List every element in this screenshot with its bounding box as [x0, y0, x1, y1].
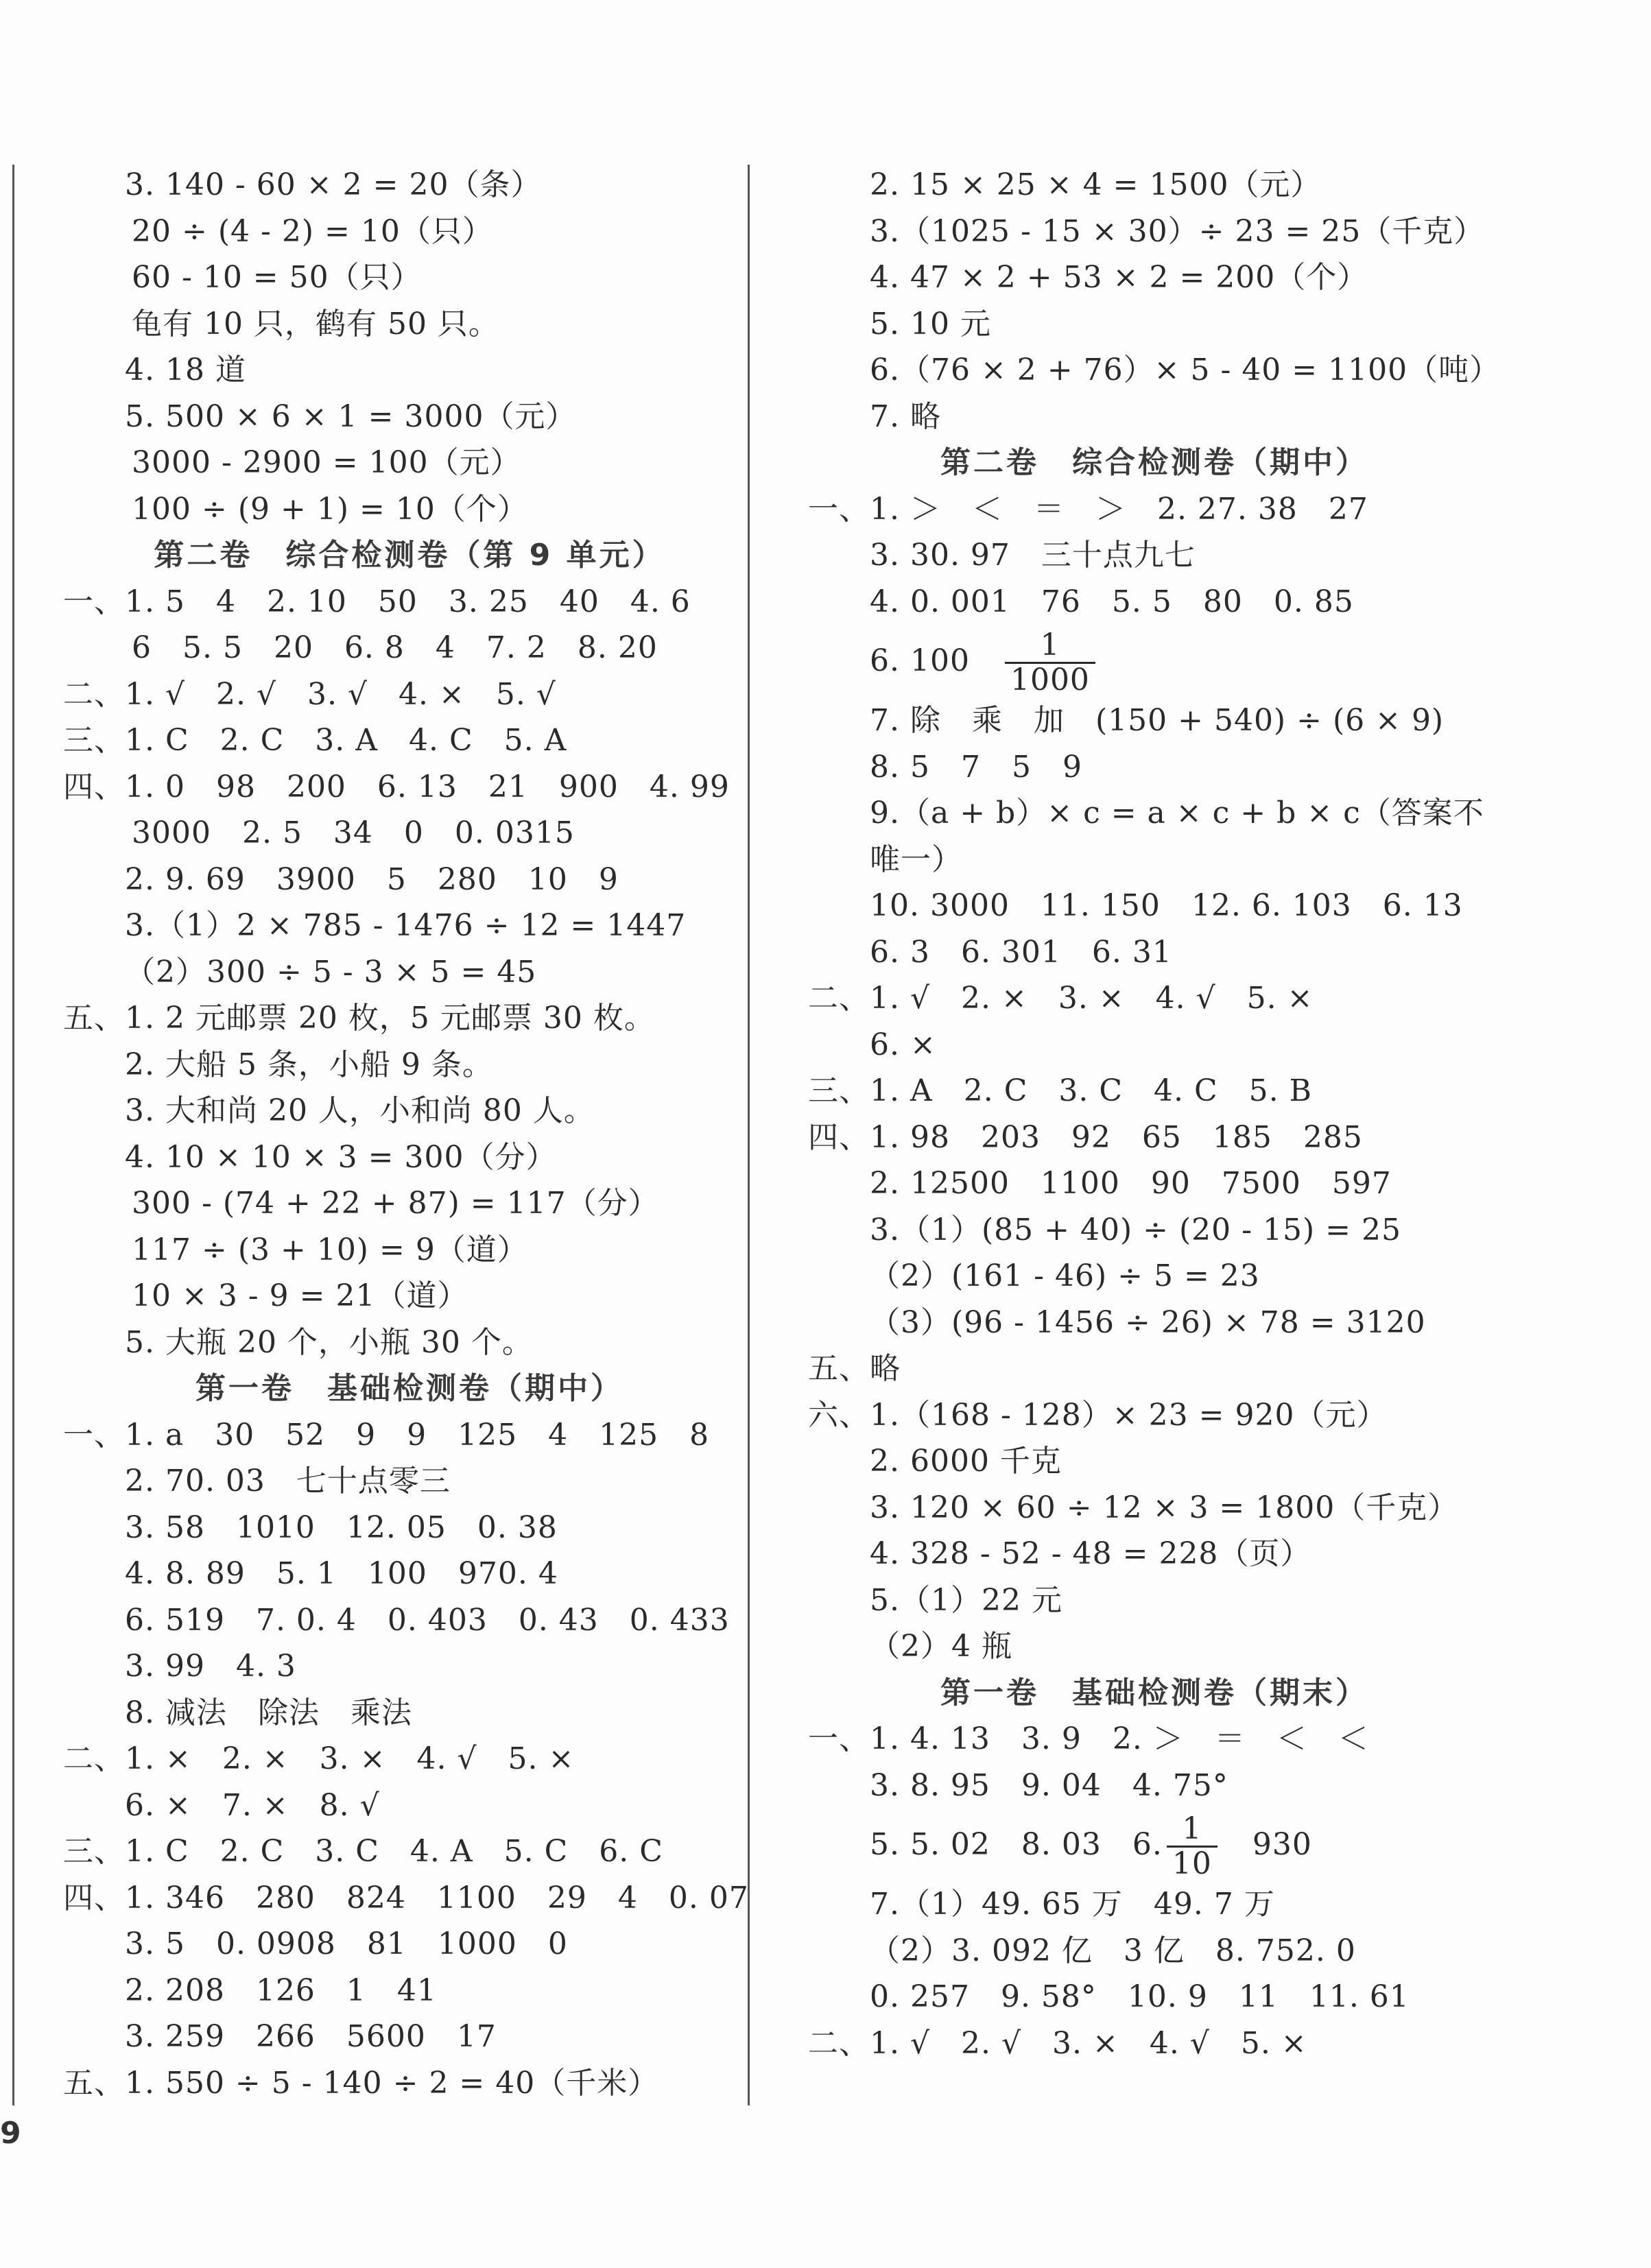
answer-line: 7. 除 乘 加 (150 + 540) ÷ (6 × 9): [870, 703, 1445, 738]
answer-line: 四、1. 0 98 200 6. 13 21 900 4. 99: [63, 769, 730, 804]
answer-line: 4. 8. 89 5. 1 100 970. 4: [125, 1556, 558, 1591]
answer-line: 10. 3000 11. 150 12. 6. 103 6. 13: [870, 888, 1463, 923]
answer-line: 6 5. 5 20 6. 8 4 7. 2 8. 20: [132, 630, 658, 665]
fraction-numerator: 1: [1167, 1813, 1218, 1848]
answer-line: 2. 9. 69 3900 5 280 10 9: [125, 861, 619, 897]
answer-line: 5.（1）22 元: [870, 1582, 1062, 1618]
answer-text: 6. 100: [870, 643, 970, 678]
answer-line: 四、1. 346 280 824 1100 29 4 0. 07: [63, 1880, 749, 1915]
fraction-denominator: 10: [1172, 1846, 1212, 1881]
answer-line: 3000 2. 5 34 0 0. 0315: [132, 815, 575, 850]
answer-line: 一、1. ＞ ＜ ＝ ＞ 2. 27. 38 27: [808, 491, 1368, 527]
answer-line: （2）4 瓶: [870, 1629, 1012, 1664]
answer-text: 5. 5. 02 8. 03 6.: [870, 1827, 1163, 1862]
answer-line: 0. 257 9. 58° 10. 9 11 11. 61: [870, 1979, 1410, 2014]
answer-line: 3.（1025 - 15 × 30）÷ 23 = 25（千克）: [870, 213, 1485, 249]
right-column: [808, 162, 1501, 2066]
answer-line: 五、1. 2 元邮票 20 枚，5 元邮票 30 枚。: [63, 1001, 655, 1036]
answer-line: 5. 10 元: [870, 306, 991, 342]
answer-line: 3. 58 1010 12. 05 0. 38: [125, 1509, 558, 1545]
answer-line: 6.（76 × 2 + 76）× 5 - 40 = 1100（吨）: [870, 353, 1501, 387]
answer-line: 5. 大瓶 20 个，小瓶 30 个。: [125, 1324, 533, 1360]
answer-line: 唯一）: [870, 841, 962, 877]
fraction: [1167, 1813, 1218, 1881]
answer-line: 3000 - 2900 = 100（元）: [132, 445, 521, 480]
answer-line: 117 ÷ (3 + 10) = 9（道）: [132, 1232, 528, 1267]
answer-line: 一、1. a 30 52 9 9 125 4 125 8: [63, 1417, 710, 1453]
answer-line: 6. × 7. × 8. √: [125, 1787, 380, 1823]
answer-line: （2）3. 092 亿 3 亿 8. 752. 0: [870, 1933, 1356, 1968]
answer-line-with-fraction: [808, 1809, 1501, 1881]
answer-line: 2. 15 × 25 × 4 = 1500（元）: [870, 167, 1322, 202]
answer-line: 三、1. A 2. C 3. C 4. C 5. B: [808, 1073, 1312, 1108]
answer-line: 五、1. 550 ÷ 5 - 140 ÷ 2 = 40（千米）: [63, 2065, 659, 2101]
fraction-denominator: 1000: [1010, 663, 1090, 697]
answer-line: 一、1. 5 4 2. 10 50 3. 25 40 4. 6: [63, 584, 691, 619]
answer-text: 930: [1252, 1827, 1312, 1862]
answer-line-with-fraction: [808, 625, 1501, 697]
answer-line: 9.（a + b）× c = a × c + b × c（答案不: [870, 796, 1484, 831]
answer-line: 7.（1）49. 65 万 49. 7 万: [870, 1887, 1275, 1922]
answer-line: 4. 0. 001 76 5. 5 80 0. 85: [870, 584, 1354, 619]
answer-line: 3. 120 × 60 ÷ 12 × 3 = 1800（千克）: [870, 1490, 1459, 1525]
answer-line: 2. 12500 1100 90 7500 597: [870, 1166, 1392, 1201]
fraction: [1005, 629, 1095, 697]
answer-line: 2. 大船 5 条，小船 9 条。: [125, 1047, 493, 1082]
answer-line: 4. 10 × 10 × 3 = 300（分）: [125, 1139, 557, 1175]
answer-line: （2）(161 - 46) ÷ 5 = 23: [870, 1258, 1260, 1293]
answer-line: 8. 5 7 5 9: [870, 749, 1082, 785]
answer-line: 6. 519 7. 0. 4 0. 403 0. 43 0. 433: [125, 1602, 730, 1638]
answer-line: （2）300 ÷ 5 - 3 × 5 = 45: [125, 954, 537, 990]
answer-line: 100 ÷ (9 + 1) = 10（个）: [132, 491, 528, 527]
answer-line: 3. 30. 97 三十点九七: [870, 538, 1196, 573]
answer-line: 6. 3 6. 301 6. 31: [870, 934, 1172, 970]
answer-line: 3.（1）2 × 785 - 1476 ÷ 12 = 1447: [125, 908, 687, 943]
page-number: 9: [0, 2116, 21, 2151]
fraction-numerator: 1: [1005, 629, 1095, 664]
answer-line: 4. 47 × 2 + 53 × 2 = 200（个）: [870, 260, 1368, 295]
section-heading: 第一卷 基础检测卷（期中）: [195, 1371, 623, 1406]
answer-line: 3.（1）(85 + 40) ÷ (20 - 15) = 25: [870, 1212, 1401, 1248]
section-heading: 第二卷 综合检测卷（期中）: [940, 445, 1368, 480]
answer-line: 300 - (74 + 22 + 87) = 117（分）: [132, 1186, 659, 1221]
answer-line: 龟有 10 只，鹤有 50 只。: [132, 306, 499, 342]
answer-line: 三、1. C 2. C 3. C 4. A 5. C 6. C: [63, 1834, 663, 1869]
section-heading: 第二卷 综合检测卷（第 9 单元）: [154, 538, 665, 573]
answer-line: 20 ÷ (4 - 2) = 10（只）: [132, 213, 493, 249]
answer-line: 四、1. 98 203 92 65 185 285: [808, 1119, 1363, 1155]
answer-line: 4. 328 - 52 - 48 = 228（页）: [870, 1536, 1311, 1571]
answer-line: 7. 略: [870, 398, 941, 434]
answer-line: 二、1. × 2. × 3. × 4. √ 5. ×: [63, 1741, 575, 1776]
answer-line: 8. 减法 除法 乘法: [125, 1695, 412, 1730]
answer-line: 3. 大和尚 20 人，小和尚 80 人。: [125, 1093, 595, 1128]
answer-line: 2. 70. 03 七十点零三: [125, 1464, 451, 1499]
answer-line: 三、1. C 2. C 3. A 4. C 5. A: [63, 723, 567, 758]
answer-line: 3. 259 266 5600 17: [125, 2019, 497, 2054]
answer-line: （3）(96 - 1456 ÷ 26) × 78 = 3120: [870, 1304, 1426, 1340]
answer-line: 3. 5 0. 0908 81 1000 0: [125, 1926, 568, 1961]
answer-line: 六、1.（168 - 128）× 23 = 920（元）: [808, 1397, 1388, 1433]
answer-line: 10 × 3 - 9 = 21（道）: [132, 1278, 468, 1313]
answer-line: 2. 6000 千克: [870, 1444, 1062, 1479]
answer-line: 3. 99 4. 3: [125, 1649, 296, 1684]
answer-line: 二、1. √ 2. √ 3. × 4. √ 5. ×: [808, 2025, 1307, 2061]
answer-line: 二、1. √ 2. × 3. × 4. √ 5. ×: [808, 981, 1314, 1016]
answer-line: 6. ×: [870, 1027, 936, 1062]
answer-line: 60 - 10 = 50（只）: [132, 260, 422, 295]
answer-line: 3. 140 - 60 × 2 = 20（条）: [125, 167, 542, 202]
answer-line: 五、略: [808, 1351, 901, 1386]
answer-line: 3. 8. 95 9. 04 4. 75°: [870, 1767, 1228, 1803]
answer-line: 一、1. 4. 13 3. 9 2. ＞ ＝ ＜ ＜: [808, 1721, 1369, 1756]
left-column: [63, 162, 756, 2106]
answer-line: 4. 18 道: [125, 353, 246, 387]
left-margin-rule: [12, 165, 14, 2105]
section-heading: 第一卷 基础检测卷（期末）: [940, 1675, 1368, 1710]
answer-line: 5. 500 × 6 × 1 = 3000（元）: [125, 398, 577, 434]
answer-line: 2. 208 126 1 41: [125, 1972, 437, 2008]
answer-line: 二、1. √ 2. √ 3. √ 4. × 5. √: [63, 676, 556, 712]
